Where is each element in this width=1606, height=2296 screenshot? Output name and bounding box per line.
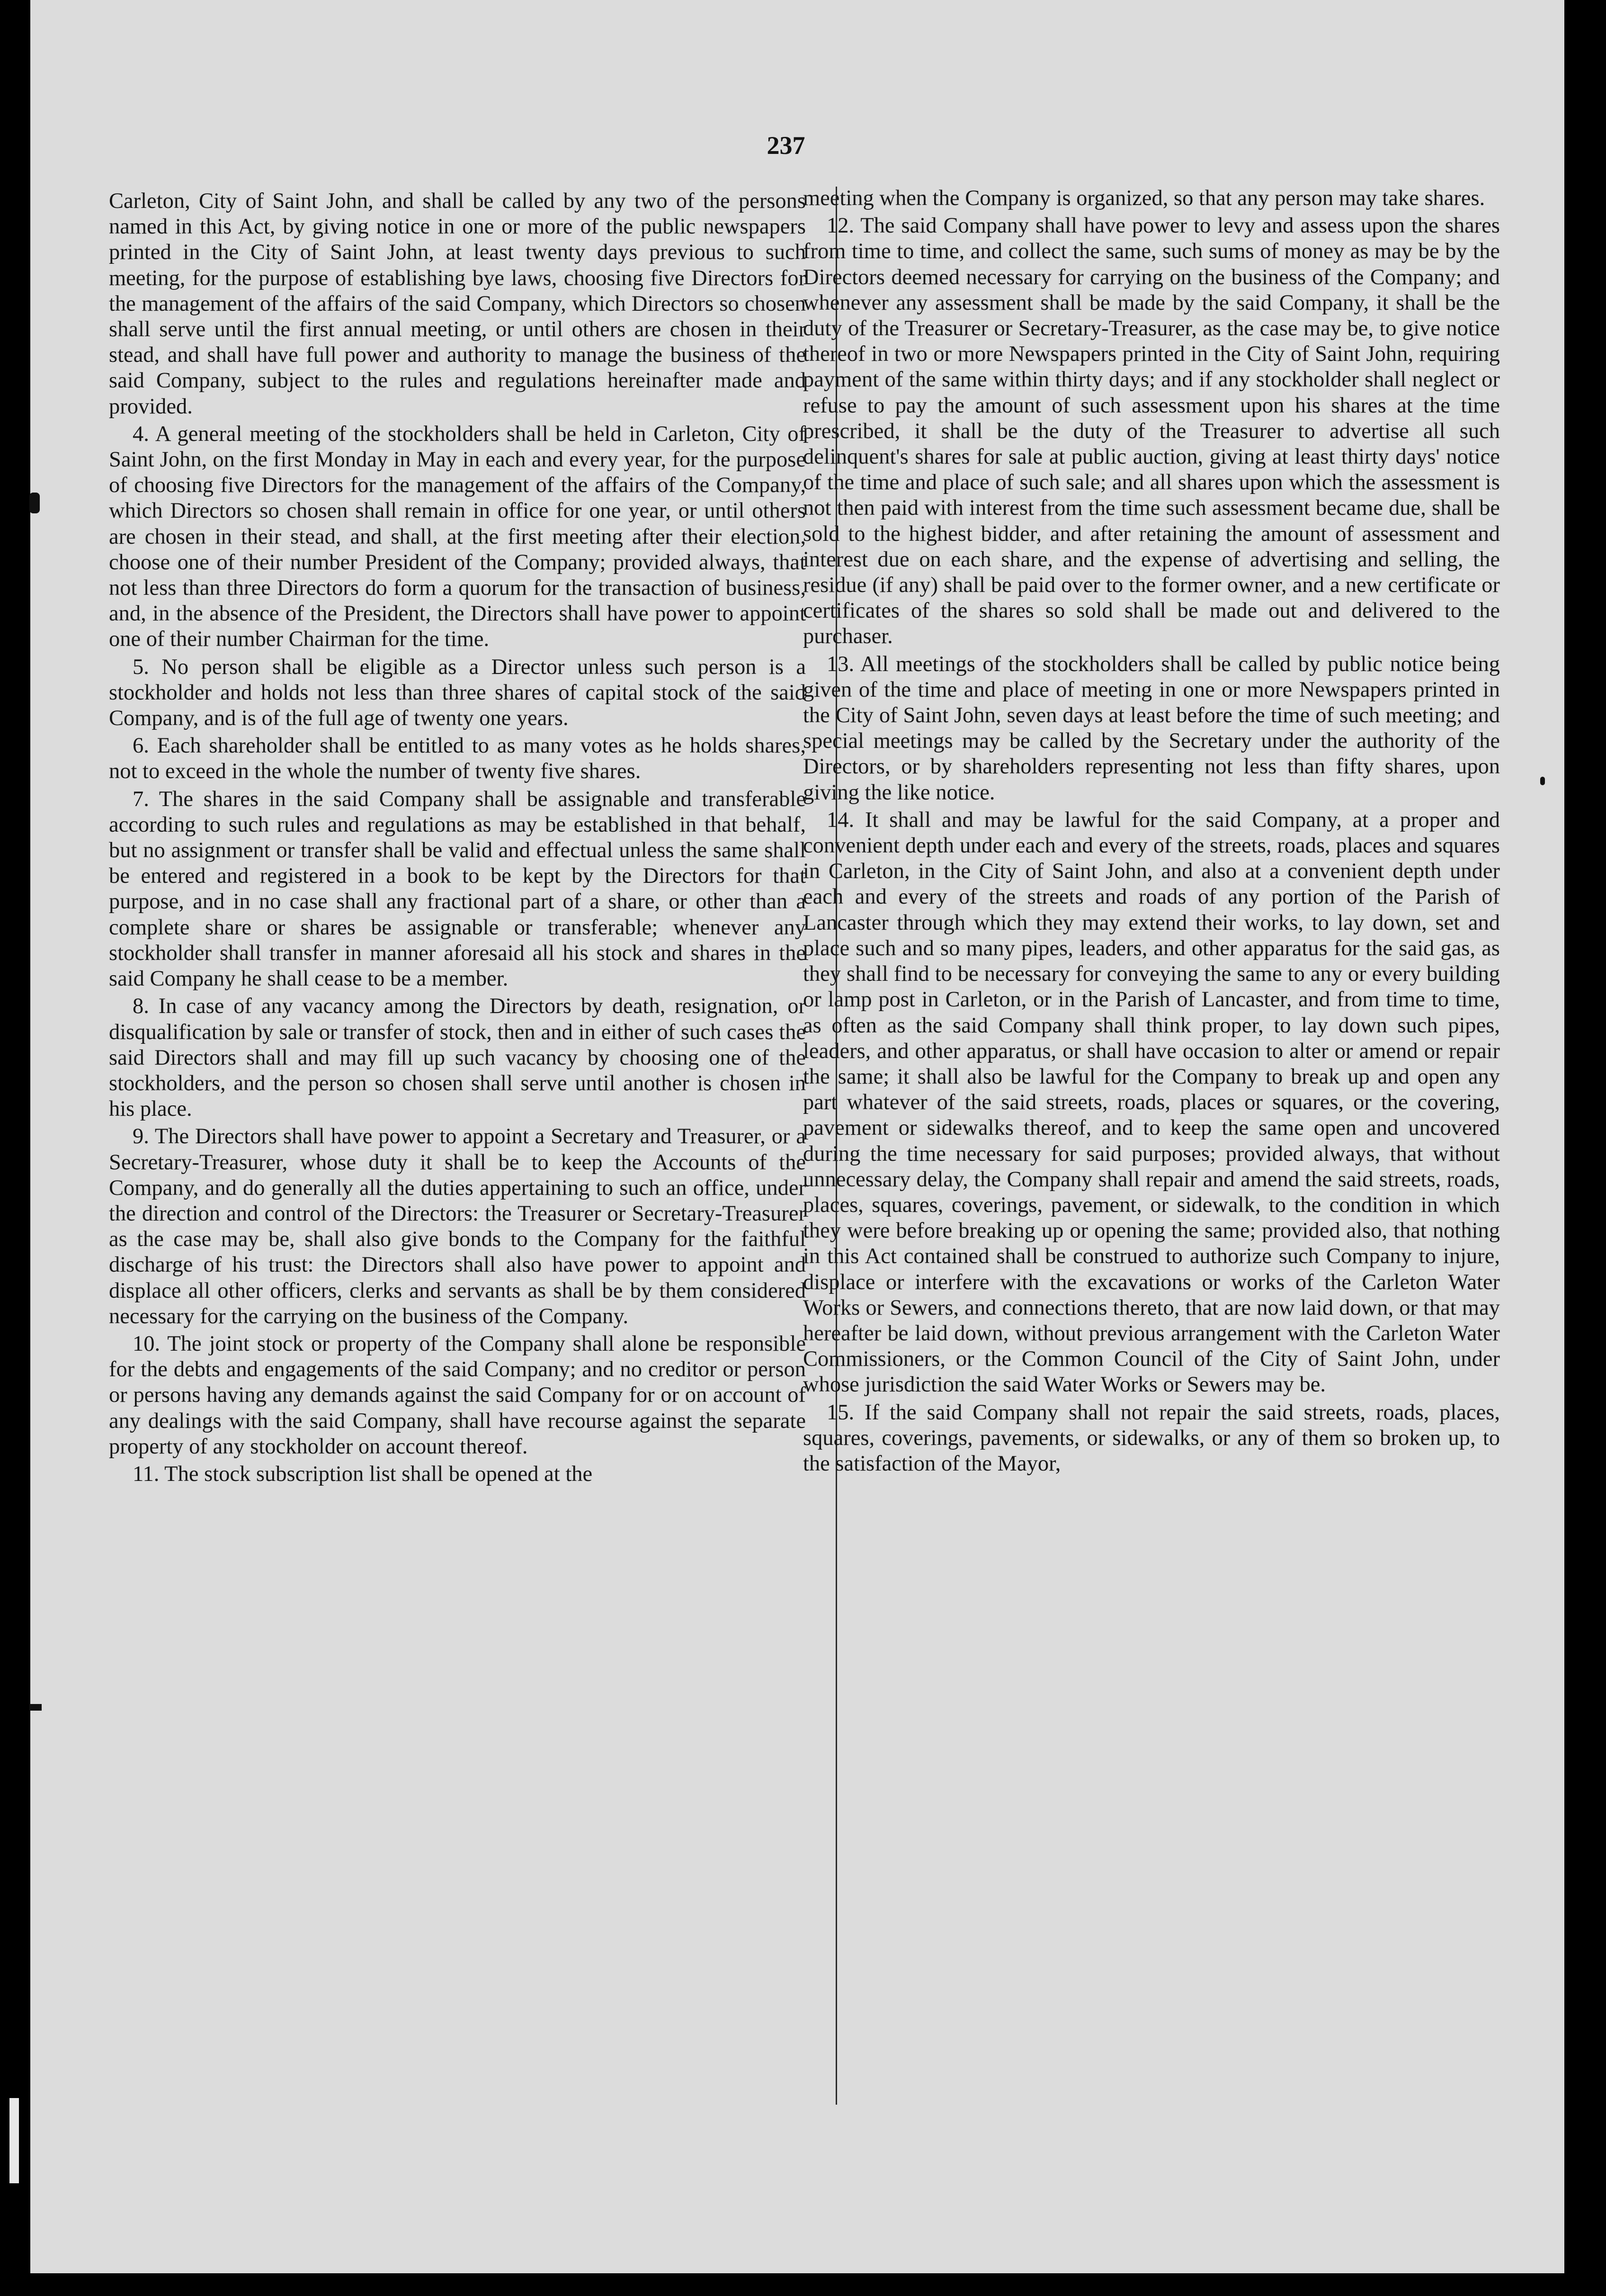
left-column [109, 188, 806, 1489]
right-column [803, 186, 1500, 1479]
right-column-paragraph: 14. It shall and may be lawful for the said Company, at a proper and convenient depth under each and every of the streets, roads, places and squares in Carleton, in the City of Saint John, and also at a convenient depth under each and every of the streets and roads of any portion of the Parish of Lancaster through which they may extend their works, to lay down, set and place such and so many pipes, leaders, and other apparatus for the said gas, as they shall find to be necessary for conveying the same to any or every building or lamp post in Carleton, or in the Parish of Lancaster, and from time to time, as often as the said Company shall think proper, to lay down such pipes, leaders, and other apparatus, or shall have occasion to alter or amend or repair the same; it shall also be lawful for the Company to break up and open any part whatever of the said streets, roads, places or squares, or the covering, pavement or sidewalks thereof, and to keep the same open and uncovered during the time necessary for said purposes; provided always, that without unnecessary delay, the Company shall repair and amend the said streets, roads, places, squares, coverings, pavement, or sidewalk, to the condition in which they were before breaking up or opening the same; provided also, that nothing in this Act contained shall be construed to authorize such Company to injure, displace or interfere with the excavations or works of the Carleton Water Works or Sewers, and connections thereto, that are now laid down, or that may hereafter be laid down, without previous arrangement with the Carleton Water Commissioners, or the Common Council of the City of Saint John, under whose jurisdiction the said Water Works or Sewers may be. [803, 807, 1500, 1397]
right-column-paragraph: meeting when the Company is organized, so that any person may take shares. [803, 186, 1485, 210]
left-column-paragraph: 7. The shares in the said Company shall be assignable and transferable according to such rules and regulations as may be established in that behalf, but no assignment or transfer shall be valid and effectual unless the same shall be entered and registered in a book to be kept by the Directors for that purpose, and in no case shall any fractional part of a share, or other than a complete share or shares be assignable or transferable; whenever any stockholder shall transfer in manner aforesaid all his stock and shares in the said Company he shall cease to be a member. [109, 787, 806, 991]
right-column-paragraph: 12. The said Company shall have power to levy and assess upon the shares from time to time, and collect the same, such sums of money as may be by the Directors deemed necessary for carrying on the business of the Company; and whenever any assessment shall be made by the said Company, it shall be the duty of the Treasurer or Secretary-Treasurer, as the case may be, to give notice thereof in two or more Newspapers printed in the City of Saint John, requiring payment of the same within thirty days; and if any stockholder shall neglect or refuse to pay the amount of such assessment upon his shares at the time prescribed, it shall be the duty of the Treasurer to advertise all such delinquent's shares for sale at public auction, giving at least thirty days' notice of the time and place of such sale; and all shares upon which the assessment is not then paid with interest from the time such assessment became due, shall be sold to the highest bidder, and after retaining the amount of assessment and interest due on each share, and the expense of advertising and selling, the residue (if any) shall be paid over to the former owner, and a new certificate or certificates of the shares so sold shall be made out and delivered to the purchaser. [803, 214, 1500, 649]
left-column-paragraph: 4. A general meeting of the stockholders shall be held in Carleton, City of Saint John, on the first Monday in May in each and every year, for the purpose of choosing five Directors for the management of the affairs of the Company, which Directors so chosen shall remain in office for one year, or until others are chosen in their stead, and shall, at the first meeting after their election, choose one of their number President of the Company; provided always, that not less than three Directors do form a quorum for the transaction of business, and, in the absence of the President, the Directors shall have power to appoint one of their number Chairman for the time. [109, 422, 806, 652]
left-column-paragraph: 9. The Directors shall have power to appoint a Secretary and Treasurer, or a Secretary-Treasurer, whose duty it shall be to keep the Accounts of the Company, and do generally all the duties appertaining to such an office, under the direction and control of the Directors: the Treasurer or Secretary-Treasurer as the case may be, shall also give bonds to the Company for the faithful discharge of his trust: the Directors shall also have power to appoint and displace all other officers, clerks and servants as shall be by them considered necessary for the carrying on the business of the Company. [109, 1124, 806, 1328]
left-column-paragraph: 11. The stock subscription list shall be opened at the [133, 1462, 593, 1486]
left-column-paragraph: 10. The joint stock or property of the Company shall alone be responsible for the debts and engagements of the said Company; and no creditor or person or persons having any demands against the said Company for or on account of any dealings with the said Company, shall have recourse against the separate property of any stockholder on account thereof. [109, 1331, 806, 1459]
scan-mark [29, 1704, 42, 1711]
left-column-paragraph: Carleton, City of Saint John, and shall be called by any two of the persons named in this Act, by giving notice in one or more of the public newspapers printed in the City of Saint John, at least twenty days previous to such meeting, for the purpose of establishing bye laws, choosing five Directors for the management of the affairs of the said Company, which Directors so chosen shall serve until the first annual meeting, or until others are chosen in their stead, and shall have full power and authority to manage the business of the said Company, subject to the rules and regulations hereinafter made and provided. [109, 189, 806, 419]
right-column-paragraph: 15. If the said Company shall not repair the said streets, roads, places, squares, coverings, pavements, or sidewalks, or any of them so broken up, to the satisfaction of the Mayor, [803, 1400, 1500, 1476]
left-column-paragraph: 6. Each shareholder shall be entitled to as many votes as he holds shares, not to exceed in the whole the number of twenty five shares. [109, 734, 806, 784]
left-column-paragraph: 8. In case of any vacancy among the Directors by death, resignation, or disqualification by sale or transfer of stock, then and in either of such cases the said Directors shall and may fill up such vacancy by choosing one of the stockholders, and the person so chosen shall serve until another is chosen in his place. [109, 994, 806, 1121]
right-column-paragraph: 13. All meetings of the stockholders shall be called by public notice being given of the time and place of meeting in one or more Newspapers printed in the City of Saint John, seven days at least before the time of such meeting; and special meetings may be called by the Secretary under the authority of the Directors, or by shareholders representing not less than fifty shares, upon giving the like notice. [803, 652, 1500, 805]
page-number: 237 [767, 131, 805, 160]
scan-mark [29, 493, 40, 513]
left-column-paragraph: 5. No person shall be eligible as a Director unless such person is a stockholder and holds not less than three shares of capital stock of the said Company, and is of the full age of twenty one years. [109, 655, 806, 731]
scan-mark [1540, 777, 1545, 785]
scan-edge [9, 2098, 19, 2183]
